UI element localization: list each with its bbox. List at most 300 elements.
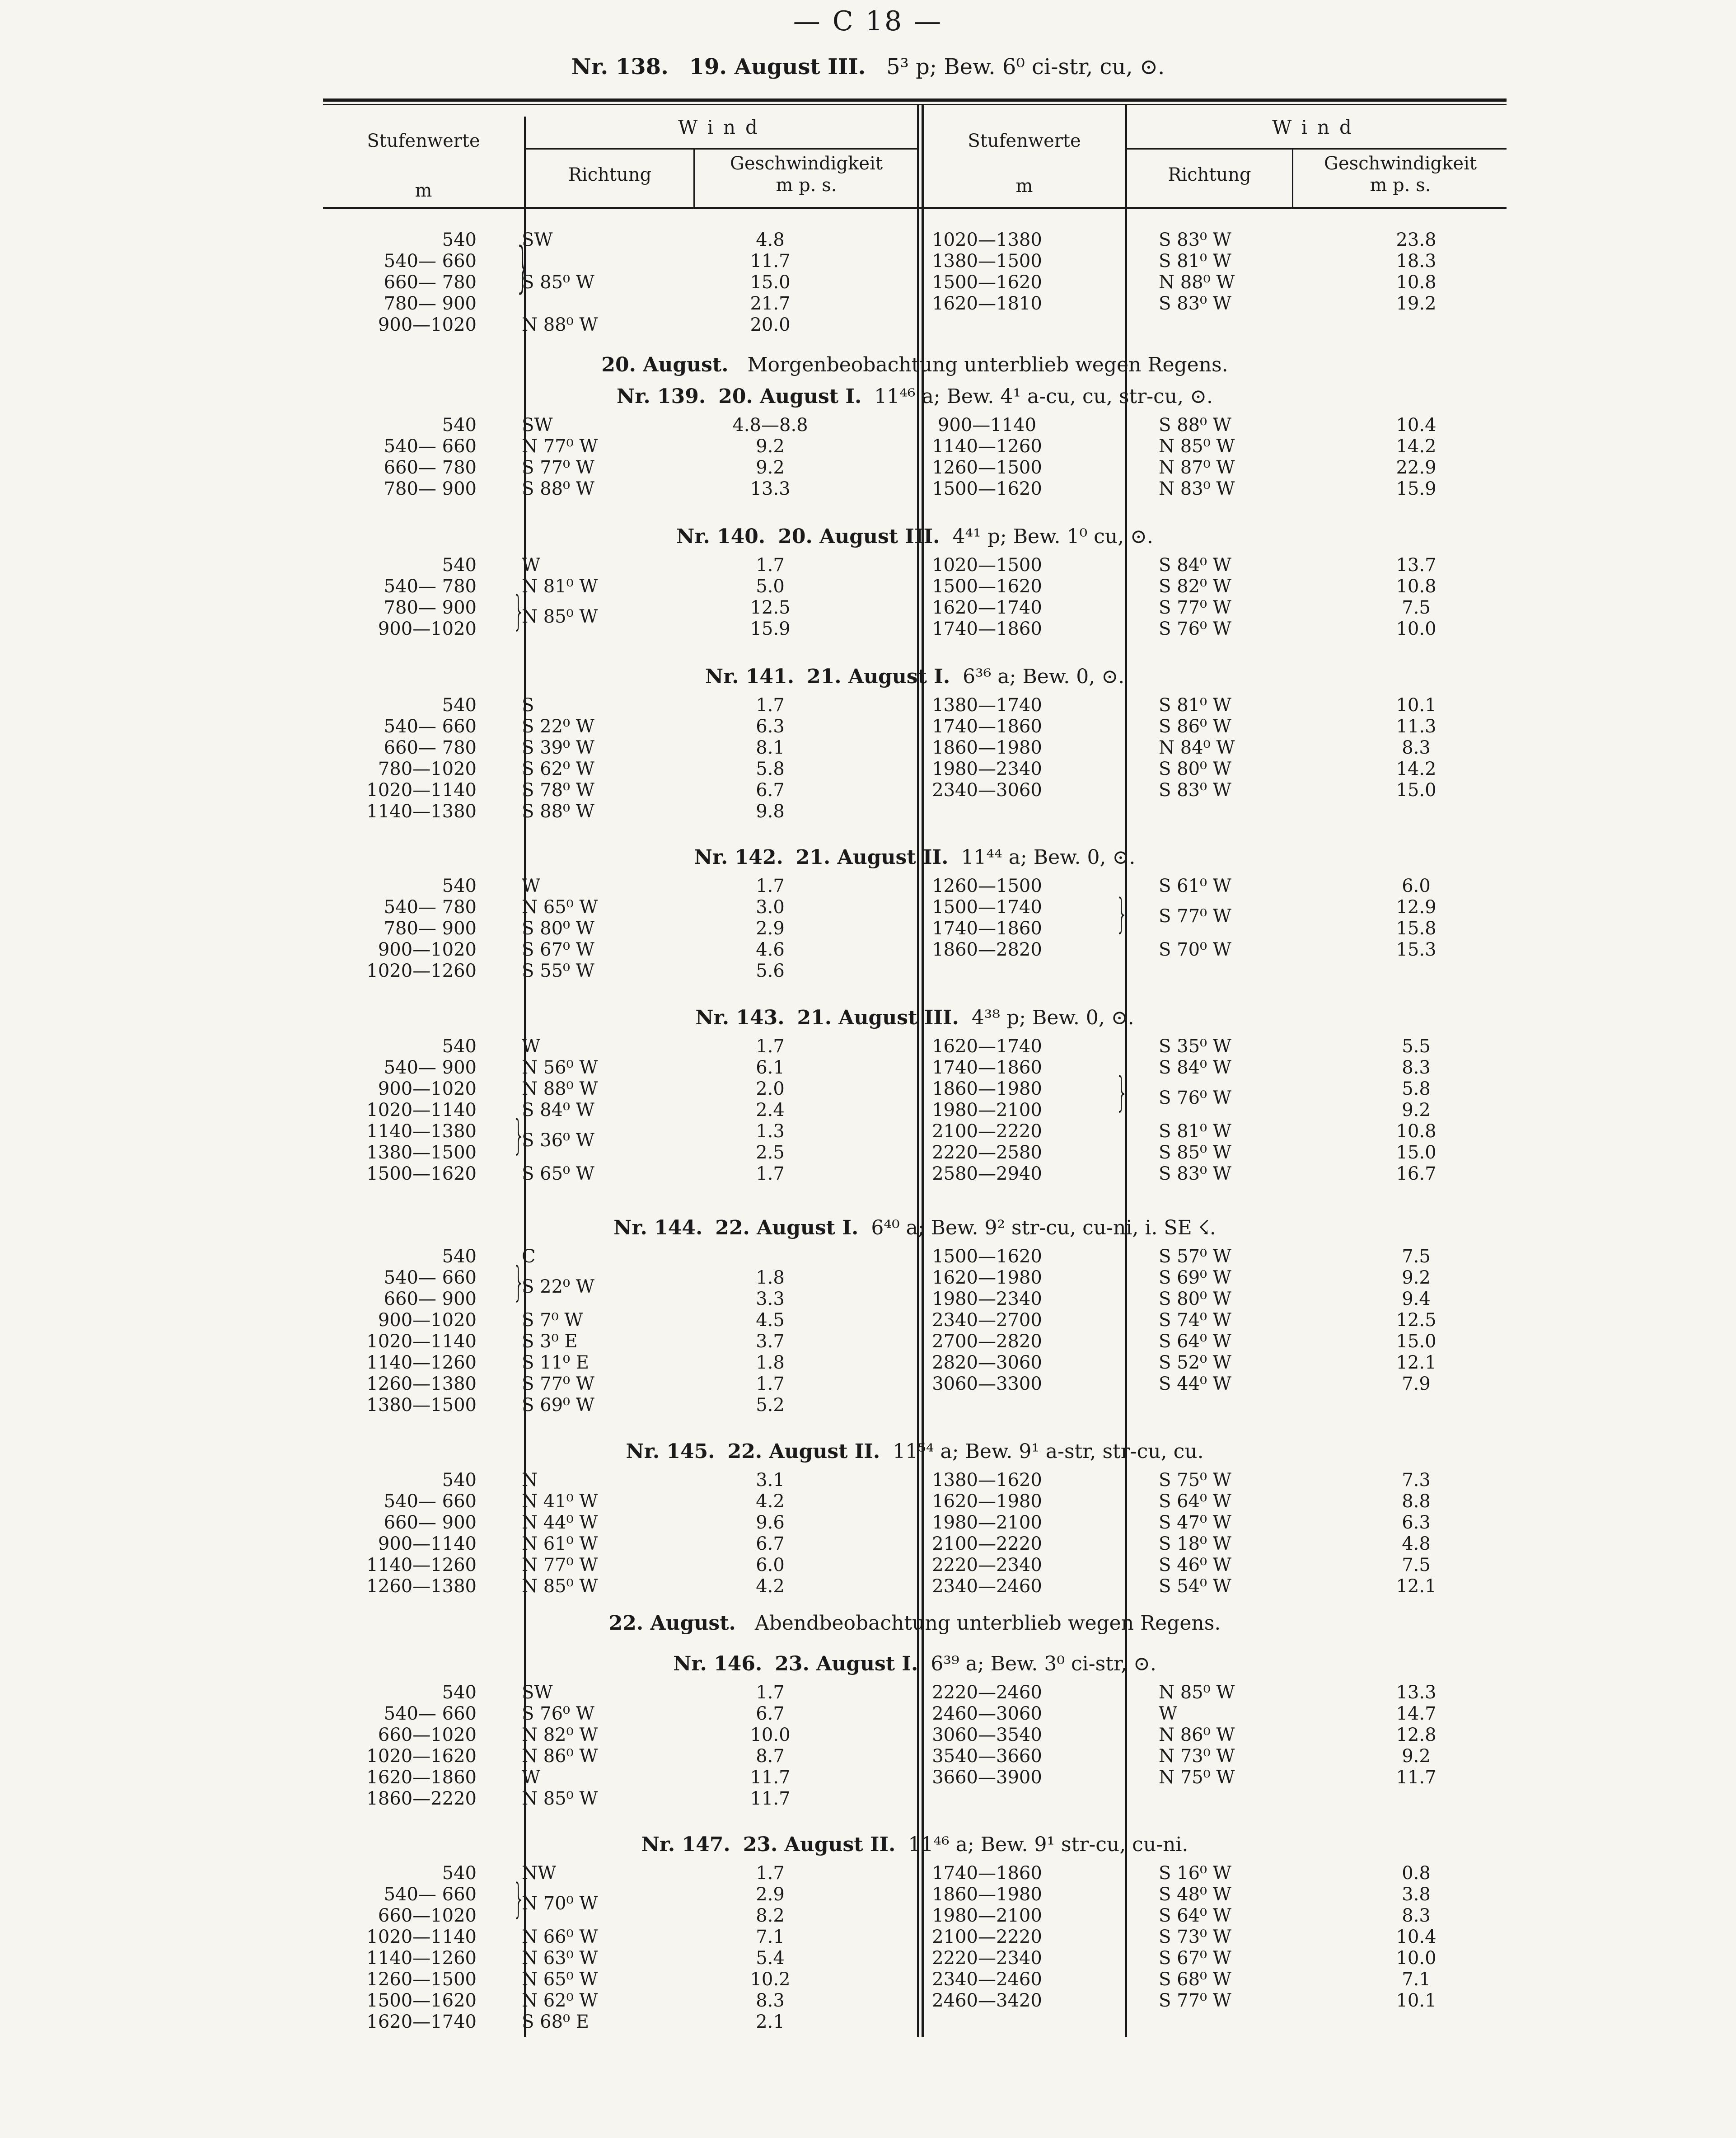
- levels-left: [323, 415, 477, 500]
- brace-icon: }: [512, 1111, 525, 1159]
- direction: N 81⁰ W: [522, 576, 598, 597]
- obs-title: [323, 1831, 1507, 1858]
- level: 1020—1500: [932, 555, 1042, 576]
- level: 1140—1380: [366, 801, 477, 822]
- level: 2100—2220: [932, 1533, 1042, 1554]
- level: 1260—1500: [932, 457, 1042, 478]
- speed: 8.3: [1402, 1057, 1431, 1078]
- speeds-left: [698, 876, 842, 982]
- speed: 3.0: [756, 897, 785, 918]
- speed: 6.3: [1402, 1512, 1431, 1533]
- speed: 10.0: [1396, 619, 1437, 639]
- level: 660— 900: [384, 1289, 477, 1309]
- speed: 23.8: [1396, 230, 1437, 250]
- level: 1620—1810: [932, 293, 1042, 314]
- header-geschw-right: Geschwindigkeit: [1324, 153, 1477, 174]
- level: 660—1020: [378, 1725, 477, 1745]
- level: 780— 900: [384, 478, 477, 499]
- obs-info: 6³⁹ a; Bew. 3⁰ ci-str, ⊙.: [931, 1652, 1156, 1675]
- direction: S 76⁰ W: [522, 1703, 594, 1724]
- speed: 8.7: [756, 1746, 785, 1767]
- speed: 5.8: [1402, 1078, 1431, 1099]
- speed: 7.1: [1402, 1969, 1431, 1990]
- direction: S 85⁰ W: [522, 272, 594, 293]
- direction: S 83⁰ W: [1159, 780, 1231, 801]
- levels-left: [323, 1036, 477, 1185]
- obs-date: 21. August I.: [807, 665, 950, 688]
- dirs-right: [1159, 230, 1267, 314]
- speed: 13.3: [1396, 1682, 1437, 1703]
- level: 540— 660: [384, 251, 477, 272]
- direction: [522, 293, 630, 314]
- speed: 15.8: [1396, 918, 1437, 939]
- speed: 10.1: [1396, 1990, 1437, 2011]
- level: 1500—1620: [366, 1990, 477, 2011]
- direction: S 83⁰ W: [1159, 293, 1231, 314]
- level: 540: [442, 230, 477, 250]
- obs-date: 22. August I.: [715, 1216, 859, 1239]
- speed: 13.7: [1396, 555, 1437, 576]
- speeds-left: [698, 1036, 842, 1185]
- levels-left: [323, 695, 477, 822]
- level: 3060—3540: [932, 1725, 1042, 1745]
- speed: 16.7: [1396, 1163, 1437, 1184]
- level: 1380—1500: [366, 1142, 477, 1163]
- level: 1260—1500: [366, 1969, 477, 1990]
- level: 1020—1380: [932, 230, 1042, 250]
- direction: S 81⁰ W: [1159, 695, 1231, 716]
- dirs-left: [522, 1863, 630, 2033]
- level: 3540—3660: [932, 1746, 1042, 1767]
- speed: 5.4: [756, 1948, 785, 1969]
- level: 1620—1980: [932, 1267, 1042, 1288]
- level: 900—1140: [378, 1533, 477, 1554]
- level: 660— 900: [384, 1512, 477, 1533]
- level: 900—1020: [378, 1078, 477, 1099]
- direction: S 64⁰ W: [1159, 1331, 1231, 1352]
- direction: S 18⁰ W: [1159, 1533, 1231, 1554]
- dirs-left: [522, 1036, 630, 1185]
- dirs-left: [522, 1246, 630, 1416]
- direction: N 88⁰ W: [522, 1078, 598, 1099]
- direction: S 70⁰ W: [1159, 939, 1231, 960]
- header-mps-right: m p. s.: [1370, 175, 1431, 196]
- speed: 14.2: [1396, 436, 1437, 457]
- levels-left: [323, 1682, 477, 1810]
- dirs-right: [1159, 1470, 1267, 1597]
- speeds-left: [698, 1470, 842, 1597]
- speed: 1.7: [756, 1863, 785, 1884]
- level: 540: [442, 1682, 477, 1703]
- obs-block-143: [323, 1004, 1507, 1203]
- obs-date: 23. August I.: [775, 1652, 918, 1675]
- direction: S 84⁰ W: [1159, 555, 1231, 576]
- level: 1980—2340: [932, 1289, 1042, 1309]
- direction: N 66⁰ W: [522, 1927, 598, 1947]
- direction: C: [522, 1246, 536, 1267]
- speed: 10.2: [750, 1969, 791, 1990]
- level: 1980—2100: [932, 1100, 1042, 1121]
- speed: 7.5: [1402, 1246, 1431, 1267]
- direction: S 81⁰ W: [1159, 1121, 1231, 1142]
- speed: 8.3: [1402, 1905, 1431, 1926]
- speeds-left: [698, 230, 842, 336]
- obs-nr: Nr. 145.: [626, 1440, 715, 1463]
- dirs-left: [522, 1682, 630, 1810]
- direction: SW: [522, 1682, 553, 1703]
- direction: N 77⁰ W: [522, 436, 598, 457]
- dirs-left: [522, 1470, 630, 1597]
- direction: N 85⁰ W: [522, 1788, 598, 1809]
- speed: 6.7: [756, 1533, 785, 1554]
- obs-nr: Nr. 144.: [613, 1216, 703, 1239]
- level: 2340—2460: [932, 1969, 1042, 1990]
- speed: 7.1: [756, 1927, 785, 1947]
- brace-icon: }: [1115, 1069, 1128, 1116]
- speed: 2.0: [756, 1078, 785, 1099]
- levels-left: [323, 230, 477, 336]
- level: 1380—1500: [366, 1395, 477, 1416]
- direction: N 56⁰ W: [522, 1057, 598, 1078]
- direction: S 64⁰ W: [1159, 1905, 1231, 1926]
- levels-left: [323, 555, 477, 640]
- header-m-left: m: [415, 180, 432, 201]
- speed: 10.8: [1396, 576, 1437, 597]
- direction: S 83⁰ W: [1159, 230, 1231, 250]
- level: 780— 900: [384, 597, 477, 618]
- speed: 12.8: [1396, 1725, 1437, 1745]
- speeds-left: [698, 1682, 842, 1810]
- note-aug20: [323, 352, 1507, 379]
- level: 1260—1380: [366, 1576, 477, 1597]
- level: 1500—1740: [932, 897, 1042, 918]
- speed: 9.2: [1402, 1267, 1431, 1288]
- direction: S 48⁰ W: [1159, 1884, 1231, 1905]
- level: 1020—1260: [366, 961, 477, 981]
- direction: N 62⁰ W: [522, 1990, 598, 2011]
- obs-title: [323, 1650, 1507, 1678]
- speed: 4.6: [756, 939, 785, 960]
- level: 2700—2820: [932, 1331, 1042, 1352]
- direction: S 80⁰ W: [1159, 1289, 1231, 1309]
- level: 540: [442, 876, 477, 896]
- speed: 4.2: [756, 1491, 785, 1512]
- speeds-left: [698, 1863, 842, 2033]
- direction: NW: [522, 1863, 557, 1884]
- note-text: Abendbeobachtung unterblieb wegen Regens.: [754, 1612, 1221, 1635]
- obs-title: [323, 844, 1507, 871]
- levels-right: [919, 230, 1055, 314]
- levels-right: [919, 1863, 1055, 2011]
- speed: 8.1: [756, 737, 785, 758]
- obs-title: [323, 523, 1507, 550]
- direction: N: [522, 1470, 538, 1491]
- direction: S 16⁰ W: [1159, 1863, 1231, 1884]
- obs-date: 19. August III.: [689, 54, 866, 80]
- speed: 12.1: [1396, 1352, 1437, 1373]
- direction: S 80⁰ W: [522, 918, 594, 939]
- level: 1860—1980: [932, 1078, 1042, 1099]
- direction: N 44⁰ W: [522, 1512, 598, 1533]
- speeds-left: [698, 1246, 842, 1416]
- obs-title-138: [0, 54, 1736, 80]
- direction: S 44⁰ W: [1159, 1374, 1231, 1394]
- wind-table: [323, 98, 1507, 2037]
- obs-title: [323, 1438, 1507, 1465]
- obs-info: 11⁵⁴ a; Bew. 9¹ a-str, str-cu, cu.: [893, 1440, 1204, 1463]
- level: 1620—1860: [366, 1767, 477, 1788]
- header-geschw-left: Geschwindigkeit: [730, 153, 883, 174]
- speed: 6.7: [756, 780, 785, 801]
- obs-date: 23. August II.: [743, 1833, 896, 1856]
- level: 2820—3060: [932, 1352, 1042, 1373]
- direction: N 85⁰ W: [1159, 1682, 1235, 1703]
- brace-icon: }: [1115, 890, 1128, 938]
- levels-right: [919, 1682, 1055, 1788]
- levels-right: [919, 1246, 1055, 1395]
- direction: S 84⁰ W: [1159, 1057, 1231, 1078]
- direction: S 77⁰ W: [522, 457, 594, 478]
- level: 540— 780: [384, 897, 477, 918]
- speed: 2.9: [756, 918, 785, 939]
- dirs-left: [522, 415, 630, 500]
- speed: 21.7: [750, 293, 791, 314]
- direction: N 85⁰ W: [1159, 436, 1235, 457]
- obs-date: 22. August II.: [727, 1440, 880, 1463]
- speed: 12.5: [1396, 1310, 1437, 1331]
- speed: 9.2: [1402, 1100, 1431, 1121]
- level: 1380—1500: [932, 251, 1042, 272]
- direction: S 88⁰ W: [1159, 415, 1231, 436]
- level: 540— 660: [384, 436, 477, 457]
- speed: 9.2: [756, 457, 785, 478]
- speed: 10.1: [1396, 695, 1437, 716]
- obs-info: 11⁴⁶ a; Bew. 9¹ str-cu, cu-ni.: [908, 1833, 1189, 1856]
- level: 2100—2220: [932, 1121, 1042, 1142]
- direction: N 87⁰ W: [1159, 457, 1235, 478]
- direction: N 77⁰ W: [522, 1555, 598, 1575]
- speed: 10.8: [1396, 272, 1437, 293]
- dirs-right: [1159, 1863, 1267, 2011]
- obs-nr: Nr. 139.: [617, 385, 706, 408]
- speed: 9.4: [1402, 1289, 1431, 1309]
- direction: S 54⁰ W: [1159, 1576, 1231, 1597]
- speed: 10.4: [1396, 1927, 1437, 1947]
- level: 2220—2580: [932, 1142, 1042, 1163]
- speeds-right: [1353, 1036, 1479, 1185]
- direction: [522, 251, 630, 272]
- level: 1380—1740: [932, 695, 1042, 716]
- note-date: 22. August.: [608, 1612, 736, 1635]
- speed: 1.7: [756, 695, 785, 716]
- level: 1380—1620: [932, 1470, 1042, 1491]
- level: 1140—1260: [366, 1555, 477, 1575]
- level: 2340—2700: [932, 1310, 1042, 1331]
- direction: S 88⁰ W: [522, 801, 594, 822]
- speed: 8.3: [756, 1990, 785, 2011]
- header-wind-left: Wind: [678, 116, 767, 138]
- level: 660—1020: [378, 1905, 477, 1926]
- direction: N 84⁰ W: [1159, 737, 1235, 758]
- level: 1500—1620: [932, 478, 1042, 499]
- speeds-right: [1353, 695, 1479, 801]
- direction: S 77⁰ W: [1159, 906, 1231, 927]
- speed: 3.1: [756, 1470, 785, 1491]
- obs-info: 11⁴⁴ a; Bew. 0, ⊙.: [961, 846, 1136, 869]
- obs-info: 5³ p; Bew. 6⁰ ci-str, cu, ⊙.: [886, 54, 1165, 80]
- header-richtung-right: Richtung: [1168, 164, 1251, 185]
- speed: 8.3: [1402, 737, 1431, 758]
- level: 1500—1620: [366, 1163, 477, 1184]
- speed: 9.8: [756, 801, 785, 822]
- obs-nr: Nr. 141.: [705, 665, 795, 688]
- direction: N 41⁰ W: [522, 1491, 598, 1512]
- direction: S 22⁰ W: [522, 1276, 594, 1297]
- direction: S: [522, 695, 534, 716]
- speed: 6.7: [756, 1703, 785, 1724]
- level: 1740—1860: [932, 1057, 1042, 1078]
- direction: N 88⁰ W: [1159, 272, 1235, 293]
- levels-right: [919, 695, 1055, 801]
- speed: 6.0: [756, 1555, 785, 1575]
- level: 1740—1860: [932, 619, 1042, 639]
- direction: N 75⁰ W: [1159, 1767, 1235, 1788]
- obs-nr: Nr. 138.: [571, 54, 669, 80]
- level: 1020—1140: [366, 1927, 477, 1947]
- level: 540: [442, 555, 477, 576]
- obs-info: 4⁴¹ p; Bew. 1⁰ cu, ⊙.: [952, 525, 1153, 548]
- brace-icon: }: [512, 1258, 525, 1306]
- speeds-right: [1353, 876, 1479, 961]
- level: 780—1020: [378, 759, 477, 779]
- direction: S 65⁰ W: [522, 1163, 594, 1184]
- note-aug22: [323, 1610, 1507, 1637]
- speed: 15.3: [1396, 939, 1437, 960]
- direction: S 84⁰ W: [522, 1100, 594, 1121]
- direction: S 81⁰ W: [1159, 251, 1231, 272]
- direction: W: [522, 1036, 541, 1057]
- speed: 7.5: [1402, 1555, 1431, 1575]
- header-mps-left: m p. s.: [776, 175, 837, 196]
- speed: 4.8: [756, 230, 785, 250]
- direction: S 61⁰ W: [1159, 876, 1231, 896]
- direction: S 67⁰ W: [1159, 1948, 1231, 1969]
- level: 900—1020: [378, 619, 477, 639]
- speed: 13.3: [750, 478, 791, 499]
- level: 540: [442, 1470, 477, 1491]
- direction: S 86⁰ W: [1159, 716, 1231, 737]
- speed: 11.7: [750, 1788, 791, 1809]
- level: 1860—1980: [932, 1884, 1042, 1905]
- direction: S 11⁰ E: [522, 1352, 589, 1373]
- level: 1620—1740: [366, 2011, 477, 2032]
- direction: N 83⁰ W: [1159, 478, 1235, 499]
- dirs-left: [522, 230, 630, 336]
- direction: S 69⁰ W: [522, 1395, 594, 1416]
- direction: N 82⁰ W: [522, 1725, 598, 1745]
- level: 900—1140: [937, 415, 1037, 436]
- direction: S 77⁰ W: [1159, 597, 1231, 618]
- note-date: 20. August.: [601, 353, 729, 376]
- top-rule-thin: [323, 104, 1507, 105]
- speed: 10.0: [1396, 1948, 1437, 1969]
- level: 2220—2340: [932, 1555, 1042, 1575]
- header-stufenwerte-left: Stufenwerte: [367, 131, 480, 151]
- dirs-right: [1159, 876, 1267, 961]
- level: 540— 660: [384, 1491, 477, 1512]
- direction: N 86⁰ W: [1159, 1725, 1235, 1745]
- speeds-right: [1353, 1470, 1479, 1597]
- level: 1620—1980: [932, 1491, 1042, 1512]
- speeds-right: [1353, 230, 1479, 314]
- speed: 11.3: [1396, 716, 1437, 737]
- speed: 7.3: [1402, 1470, 1431, 1491]
- level: 540: [442, 1246, 477, 1267]
- speeds-left: [698, 415, 842, 500]
- level: 1860—1980: [932, 737, 1042, 758]
- level: 540— 660: [384, 1884, 477, 1905]
- obs-title: [323, 1004, 1507, 1031]
- level: 540— 780: [384, 576, 477, 597]
- speed: 10.8: [1396, 1121, 1437, 1142]
- brace-icon: }: [512, 1875, 525, 1922]
- direction: S 64⁰ W: [1159, 1491, 1231, 1512]
- obs-info: 4³⁸ p; Bew. 0, ⊙.: [971, 1006, 1134, 1029]
- speed: 1.7: [756, 1682, 785, 1703]
- level: 1020—1620: [366, 1746, 477, 1767]
- speed: 10.0: [750, 1725, 791, 1745]
- level: 1860—2820: [932, 939, 1042, 960]
- obs-title: [323, 383, 1507, 410]
- level: 540: [442, 695, 477, 716]
- level: 540: [442, 1863, 477, 1884]
- levels-right: [919, 1036, 1055, 1185]
- level: 1500—1620: [932, 272, 1042, 293]
- dirs-left: [522, 876, 630, 982]
- obs-date: 20. August I.: [718, 385, 862, 408]
- level: 2340—3060: [932, 780, 1042, 801]
- levels-right: [919, 1470, 1055, 1597]
- direction: W: [522, 876, 541, 896]
- obs-info: 6³⁶ a; Bew. 0, ⊙.: [963, 665, 1125, 688]
- speed: 6.0: [1402, 876, 1431, 896]
- level: 1500—1620: [932, 1246, 1042, 1267]
- speed: 2.4: [756, 1100, 785, 1121]
- obs-info: 11⁴⁶ a; Bew. 4¹ a-cu, cu, str-cu, ⊙.: [874, 385, 1213, 408]
- direction: S 67⁰ W: [522, 939, 594, 960]
- speeds-right: [1353, 1682, 1479, 1788]
- speed: 5.8: [756, 759, 785, 779]
- level: 1260—1380: [366, 1374, 477, 1394]
- levels-right: [919, 555, 1055, 640]
- speed: 1.3: [756, 1121, 785, 1142]
- dirs-right: [1159, 695, 1267, 801]
- speed: 2.9: [756, 1884, 785, 1905]
- level: 2100—2220: [932, 1927, 1042, 1947]
- speeds-left: [698, 695, 842, 822]
- direction: S 77⁰ W: [522, 1374, 594, 1394]
- dirs-left: [522, 695, 630, 822]
- direction: S 55⁰ W: [522, 961, 594, 981]
- direction: N 86⁰ W: [522, 1746, 598, 1767]
- header-wind-right: Wind: [1272, 116, 1362, 138]
- direction: S 78⁰ W: [522, 780, 594, 801]
- speed: 14.7: [1396, 1703, 1437, 1724]
- level: 3060—3300: [932, 1374, 1042, 1394]
- speeds-right: [1353, 415, 1479, 500]
- speed: 11.7: [750, 1767, 791, 1788]
- level: 1740—1860: [932, 716, 1042, 737]
